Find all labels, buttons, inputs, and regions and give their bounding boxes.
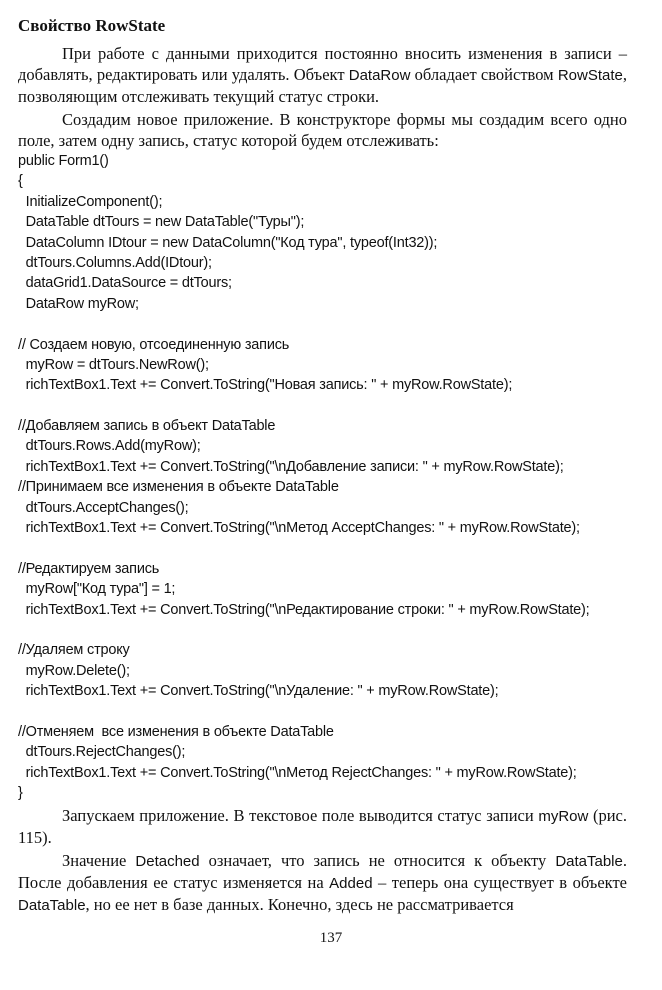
text-run: – теперь она существует в объекте [372, 872, 627, 892]
term-added: Added [329, 874, 373, 892]
code-line: richTextBox1.Text += Convert.ToString("Новая запись: " + myRow.RowState); [18, 377, 513, 394]
term-rowstate: RowState [557, 67, 623, 84]
code-line: //Добавляем запись в объект DataTable [18, 418, 276, 435]
code-line [18, 314, 627, 334]
code-line [18, 620, 627, 640]
text-run: (рис. 115). [18, 805, 627, 847]
term-myrow: myRow [538, 807, 589, 825]
text-run: обладает свойством [410, 65, 558, 84]
code-line: richTextBox1.Text += Convert.ToString("\nДобавление записи: " + myRow.RowState); [18, 458, 564, 475]
code-line: dtTours.Columns.Add(IDtour); [18, 254, 212, 271]
code-line: DataRow myRow; [18, 295, 139, 312]
code-line: //Отменяем все изменения в объекте DataTable [18, 723, 334, 740]
code-line: //Удаляем строку [18, 642, 130, 659]
code-line: dtTours.RejectChanges(); [18, 744, 186, 761]
explanation-paragraph [18, 850, 627, 916]
code-line: DataTable dtTours = new DataTable("Туры"); [18, 214, 305, 231]
code-line: dtTours.Rows.Add(myRow); [18, 438, 201, 455]
code-line: InitializeComponent(); [18, 193, 163, 210]
code-line: myRow.Delete(); [18, 662, 130, 679]
code-line: dataGrid1.DataSource = dtTours; [18, 275, 232, 292]
text-run: При работе с данными приходится постоянно вносить изменения в записи – добавлять, редактировать или удалять. Объект [18, 44, 627, 84]
text-run: Значение [62, 850, 136, 870]
term-datatable: DataTable [18, 896, 86, 914]
document-page [18, 14, 627, 916]
code-line: { [18, 173, 23, 190]
code-line: myRow["Код тура"] = 1; [18, 581, 176, 598]
text-run: , позволяющим отслеживать текущий статус строки. [18, 65, 627, 106]
intro-paragraph [18, 43, 627, 107]
code-line [18, 702, 627, 722]
code-line: richTextBox1.Text += Convert.ToString("\nМетод AcceptChanges: " + myRow.RowState); [18, 520, 580, 537]
code-line: myRow = dtTours.NewRow(); [18, 356, 209, 373]
code-line: //Редактируем запись [18, 560, 160, 577]
code-line: dtTours.AcceptChanges(); [18, 499, 189, 516]
text-run: означает, что запись не относится к объекту [199, 850, 556, 870]
code-line: richTextBox1.Text += Convert.ToString("\nУдаление: " + myRow.RowState); [18, 683, 499, 700]
code-line: // Создаем новую, отсоединенную запись [18, 336, 290, 353]
page-number: 137 [319, 930, 343, 946]
term-datarow: DataRow [348, 67, 411, 84]
text-run: , но ее нет в базе данных. Конечно, здесь не рассматривается [85, 894, 514, 914]
code-line [18, 538, 627, 558]
code-listing [18, 151, 627, 804]
code-line [18, 396, 627, 416]
code-line: //Принимаем все изменения в объекте DataTable [18, 479, 339, 496]
text-run: . После добавления ее статус изменяется на [18, 850, 627, 892]
setup-paragraph: Создадим новое приложение. В конструкторе формы мы создадим всего одно поле, затем одну запись, статус которой будем отслеживать: [18, 110, 627, 150]
section-heading: Свойство RowState [18, 16, 166, 35]
code-line: richTextBox1.Text += Convert.ToString("\nРедактирование строки: " + myRow.RowState); [18, 601, 590, 618]
term-detached: Detached [135, 852, 200, 870]
term-datatable: DataTable [555, 852, 623, 870]
code-line: richTextBox1.Text += Convert.ToString("\nМетод RejectChanges: " + myRow.RowState); [18, 764, 577, 781]
code-line: public Form1() [18, 153, 109, 169]
code-line: DataColumn IDtour = new DataColumn("Код тура", typeof(Int32)); [18, 234, 438, 251]
run-paragraph [18, 805, 627, 848]
code-line: } [18, 785, 23, 802]
text-run: Запускаем приложение. В текстовое поле выводится статус записи [62, 805, 539, 825]
